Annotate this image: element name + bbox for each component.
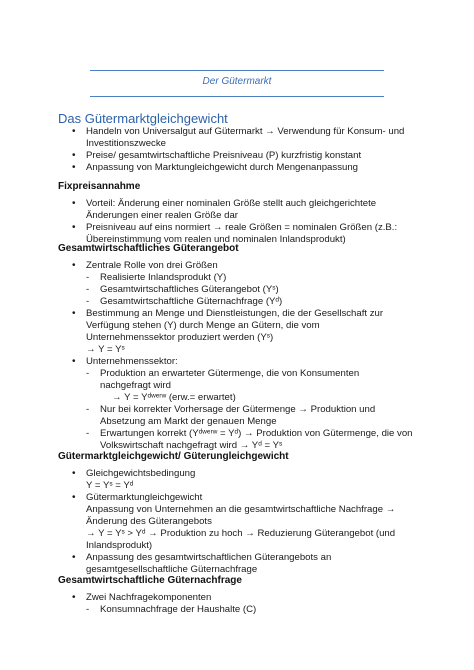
list-item-continuation: Änderung des Güterangebots: [86, 516, 212, 527]
list-item: • Anpassung des gesamtwirtschaftlichen Güterangebots an: [86, 552, 331, 564]
sub-list-item-continuation: Volkswirtschaft nachgefragt wird → Yᵈ = Yˢ: [100, 440, 283, 451]
list-item: • Vorteil: Änderung einer nominalen Größe stellt auch gleichgerichtete: [86, 198, 376, 210]
sub-list-item: - Produktion an erwarteter Gütermenge, die von Konsumenten: [100, 368, 359, 380]
sub-list-item-continuation: → Y = Yᵈʷᵉʳʷ (erw.= erwartet): [112, 392, 236, 403]
sub-list-item: - Gesamtwirtschaftliche Güternachfrage (Yᵈ): [100, 296, 282, 308]
list-item-continuation: Übereinstimmung vom realen und nominalen Inlandsprodukt): [86, 234, 346, 245]
list-item: • Preisniveau auf eins normiert → reale Größen = nominalen Größen (z.B.:: [86, 222, 397, 234]
list-item: • Anpassung von Marktungleichgewicht durch Mengenanpassung: [86, 162, 358, 174]
list-item-continuation: gesamtgesellschaftliche Güternachfrage: [86, 564, 258, 575]
list-item-continuation: Änderungen einer realen Größe dar: [86, 210, 238, 221]
sub-list-item: - Erwartungen korrekt (Yᵈʷᵉʳʷ = Yᵈ) → Produktion von Gütermenge, die von: [100, 428, 413, 440]
list-item-continuation: Anpassung von Unternehmen an die gesamtwirtschaftliche Nachfrage →: [86, 504, 396, 515]
header-rule-bottom: [90, 96, 384, 97]
header-rule-top: [90, 70, 384, 71]
list-item-continuation: Verfügung stehen (Y) durch Menge an Gütern, die vom: [86, 320, 320, 331]
sub-list-item: - Gesamtwirtschaftliches Güterangebot (Yˢ): [100, 284, 279, 296]
list-item: • Gleichgewichtsbedingung: [86, 468, 195, 480]
sub-list-item: - Nur bei korrekter Vorhersage der Gütermenge → Produktion und: [100, 404, 375, 416]
list-item: • Gütermarktungleichgewicht: [86, 492, 202, 504]
list-item: • Preise/ gesamtwirtschaftliche Preisniveau (P) kurzfristig konstant: [86, 150, 361, 162]
list-item: • Zwei Nachfragekomponenten: [86, 592, 211, 604]
list-item-continuation: Inlandsprodukt): [86, 540, 153, 551]
section-heading-fixpreis: Fixpreisannahme: [58, 181, 141, 192]
list-item: • Bestimmung an Menge und Dienstleistungen, die der Gesellschaft zur: [86, 308, 383, 320]
sub-list-item-continuation: Absetzung am Markt der genauen Menge: [100, 416, 277, 427]
list-item-continuation: Y = Yˢ = Yᵈ: [86, 480, 134, 491]
list-item-continuation: Unternehmenssektor produziert werden (Yˢ): [86, 332, 274, 343]
list-item: • Handeln von Universalgut auf Gütermarkt → Verwendung für Konsum- und: [86, 126, 404, 138]
list-item-continuation: → Y = Yˢ: [86, 344, 125, 355]
sub-list-item: - Realisierte Inlandsprodukt (Y): [100, 272, 226, 284]
section-heading-angebot: Gesamtwirtschaftliches Güterangebot: [58, 243, 239, 254]
section-heading-nachfrage: Gesamtwirtschaftliche Güternachfrage: [58, 575, 242, 586]
section-heading-main: Das Gütermarktgleichgewicht: [58, 111, 228, 126]
list-item: • Zentrale Rolle von drei Größen: [86, 260, 218, 272]
list-item-continuation: Investitionszwecke: [86, 138, 166, 149]
list-item-continuation: → Y = Yˢ > Yᵈ → Produktion zu hoch → Reduzierung Güterangebot (und: [86, 528, 396, 539]
sub-list-item: - Konsumnachfrage der Haushalte (C): [100, 604, 256, 616]
section-heading-gleichgewicht: Gütermarktgleichgewicht/ Güterungleichgewicht: [58, 451, 289, 462]
page-header-title: Der Gütermarkt: [202, 76, 272, 87]
list-item: • Unternehmenssektor:: [86, 356, 178, 368]
sub-list-item-continuation: nachgefragt wird: [100, 380, 171, 391]
